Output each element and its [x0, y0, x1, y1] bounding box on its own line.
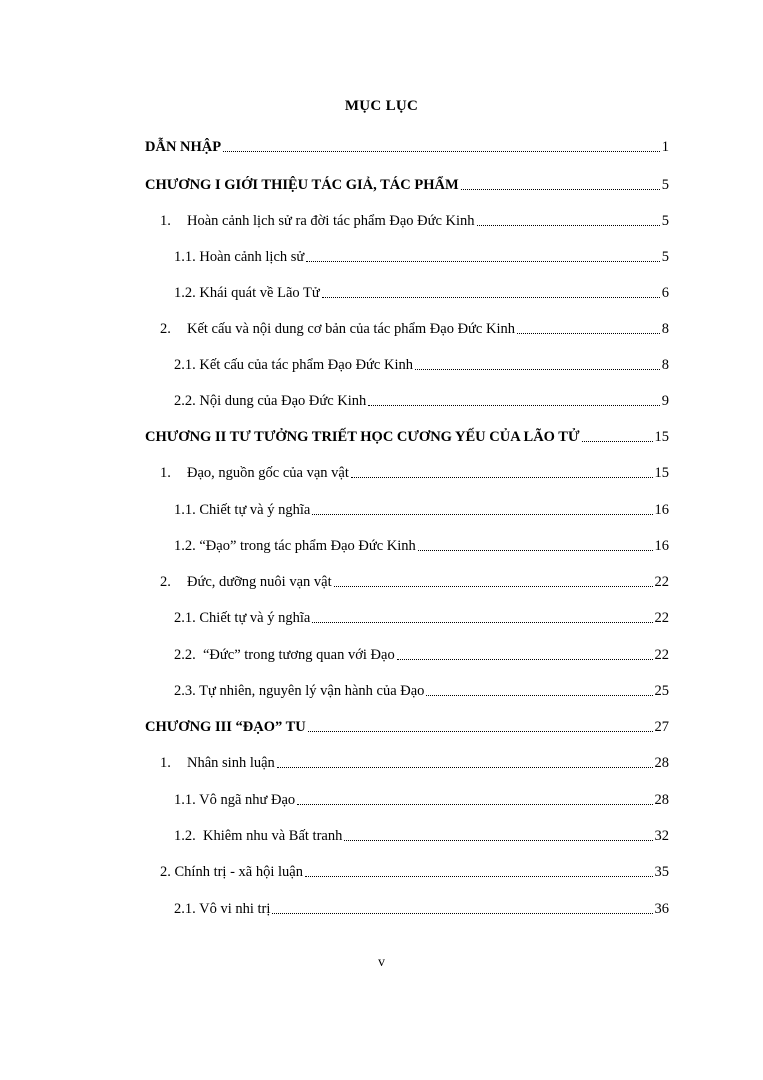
toc-entry-page: 15: [654, 429, 669, 445]
toc-leader: [312, 513, 652, 515]
toc-leader: [461, 188, 660, 190]
toc-entry-page: 16: [654, 538, 669, 554]
toc-entry-title: 1.1. Hoàn cảnh lịch sử: [174, 249, 305, 265]
toc-entry-page: 8: [661, 321, 669, 337]
toc-entry-page: 5: [661, 213, 669, 229]
toc-entry-page: 5: [661, 249, 669, 265]
toc-entry-page: 5: [661, 177, 669, 193]
toc-leader: [334, 585, 653, 587]
toc-entry-text: Nhân sinh luận: [187, 755, 275, 771]
toc-entry[interactable]: [145, 424, 669, 446]
toc-entry[interactable]: [160, 569, 669, 591]
toc-entry-title: DẪN NHẬP: [145, 139, 222, 155]
page-title: MỤC LỤC: [344, 98, 419, 114]
toc-entry-title: 2.2. “Đức” trong tương quan với Đạo: [174, 647, 395, 663]
toc-entry-title: 2.1. Chiết tự và ý nghĩa: [174, 610, 311, 626]
toc-leader: [312, 621, 652, 623]
toc-entry-title: 2. Chính trị - xã hội luận: [160, 864, 303, 880]
toc-leader: [306, 260, 659, 262]
toc-leader: [272, 912, 652, 914]
toc-entry-title: [160, 464, 349, 482]
toc-entry-page: 22: [654, 610, 669, 626]
toc-entry-title: 1.2. “Đạo” trong tác phẩm Đạo Đức Kinh: [174, 538, 416, 554]
toc-entry-title: [160, 212, 475, 230]
toc-entry-page: 22: [654, 647, 669, 663]
toc-leader: [308, 730, 653, 732]
toc-entry[interactable]: [145, 714, 669, 736]
toc-entry-title: 1.2. Khái quát về Lão Tử: [174, 285, 320, 301]
toc-leader: [426, 694, 652, 696]
toc-entry[interactable]: [174, 388, 669, 410]
toc-entry-title: 1.2. Khiêm nhu và Bất tranh: [174, 828, 343, 844]
toc-entry-number: 1.: [160, 213, 171, 229]
toc-entry-page: 35: [654, 864, 669, 880]
toc-entry-title: [160, 573, 332, 591]
toc-entry-number: 1.: [160, 755, 171, 771]
toc-leader: [297, 803, 652, 805]
toc-entry[interactable]: [174, 352, 669, 374]
toc-entry-text: Hoàn cảnh lịch sử ra đời tác phẩm Đạo Đức Kinh: [187, 213, 475, 229]
toc-leader: [477, 224, 660, 226]
toc-entry-title: 2.3. Tự nhiên, nguyên lý vận hành của Đạo: [174, 683, 425, 699]
toc-entry-number: 1.: [160, 465, 171, 481]
toc-entry-page: 6: [661, 285, 669, 301]
toc-entry-number: 2.: [160, 321, 171, 337]
toc-entry-text: Kết cấu và nội dung cơ bản của tác phẩm Đạo Đức Kinh: [187, 321, 515, 337]
toc-entry[interactable]: [160, 859, 669, 881]
toc-entry-title: 2.2. Nội dung của Đạo Đức Kinh: [174, 393, 367, 409]
toc-entry[interactable]: [174, 896, 669, 918]
page-number-footer: v: [378, 955, 385, 970]
toc-entry[interactable]: [145, 172, 669, 194]
toc-entry-title: CHƯƠNG III “ĐẠO” TU: [145, 719, 306, 735]
toc-entry[interactable]: [145, 134, 669, 156]
toc-entry-number: 2.: [160, 574, 171, 590]
toc-leader: [397, 658, 653, 660]
toc-entry-text: Đạo, nguồn gốc của vạn vật: [187, 465, 349, 481]
toc-leader: [344, 839, 652, 841]
toc-entry-page: 32: [654, 828, 669, 844]
toc-leader: [322, 296, 660, 298]
toc-entry-page: 9: [661, 393, 669, 409]
toc-entry[interactable]: [174, 678, 669, 700]
toc-entry-page: 28: [654, 755, 669, 771]
toc-entry[interactable]: [174, 787, 669, 809]
toc-leader: [415, 368, 660, 370]
toc-entry[interactable]: [174, 533, 669, 555]
toc-entry-page: 8: [661, 357, 669, 373]
toc-entry[interactable]: [174, 244, 669, 266]
toc-entry[interactable]: [174, 642, 669, 664]
toc-entry-title: 1.1. Vô ngã như Đạo: [174, 792, 296, 808]
toc-entry-title: 2.1. Vô vi nhi trị: [174, 901, 271, 917]
toc-entry-page: 36: [654, 901, 669, 917]
toc-entry-page: 1: [661, 139, 669, 155]
toc-leader: [368, 404, 659, 406]
toc-leader: [305, 875, 653, 877]
toc-leader: [582, 440, 653, 442]
toc-entry-page: 28: [654, 792, 669, 808]
toc-entry[interactable]: [160, 750, 669, 772]
toc-entry[interactable]: [160, 316, 669, 338]
toc-entry[interactable]: [160, 208, 669, 230]
toc-entry-page: 16: [654, 502, 669, 518]
toc-leader: [223, 150, 660, 152]
toc-entry-title: CHƯƠNG II TƯ TƯỞNG TRIẾT HỌC CƯƠNG YẾU CỦA LÃO TỬ: [145, 429, 580, 445]
toc-entry[interactable]: [174, 280, 669, 302]
toc-entry[interactable]: [174, 823, 669, 845]
toc-entry-title: 2.1. Kết cấu của tác phẩm Đạo Đức Kinh: [174, 357, 413, 373]
toc-entry-page: 27: [654, 719, 669, 735]
toc-leader: [517, 332, 660, 334]
toc-leader: [418, 549, 653, 551]
toc-entry-page: 15: [654, 465, 669, 481]
toc-entry[interactable]: [174, 605, 669, 627]
toc-entry-title: CHƯƠNG I GIỚI THIỆU TÁC GIẢ, TÁC PHẨM: [145, 177, 459, 193]
toc-entry[interactable]: [174, 497, 669, 519]
toc-entry-title: [160, 320, 515, 338]
toc-entry-text: Đức, dưỡng nuôi vạn vật: [187, 574, 332, 590]
toc-entry-page: 22: [654, 574, 669, 590]
toc-leader: [351, 476, 653, 478]
toc-entry-page: 25: [654, 683, 669, 699]
toc-entry-title: [160, 754, 275, 772]
toc-leader: [277, 766, 653, 768]
toc-entry[interactable]: [160, 460, 669, 482]
toc-entry-title: 1.1. Chiết tự và ý nghĩa: [174, 502, 311, 518]
